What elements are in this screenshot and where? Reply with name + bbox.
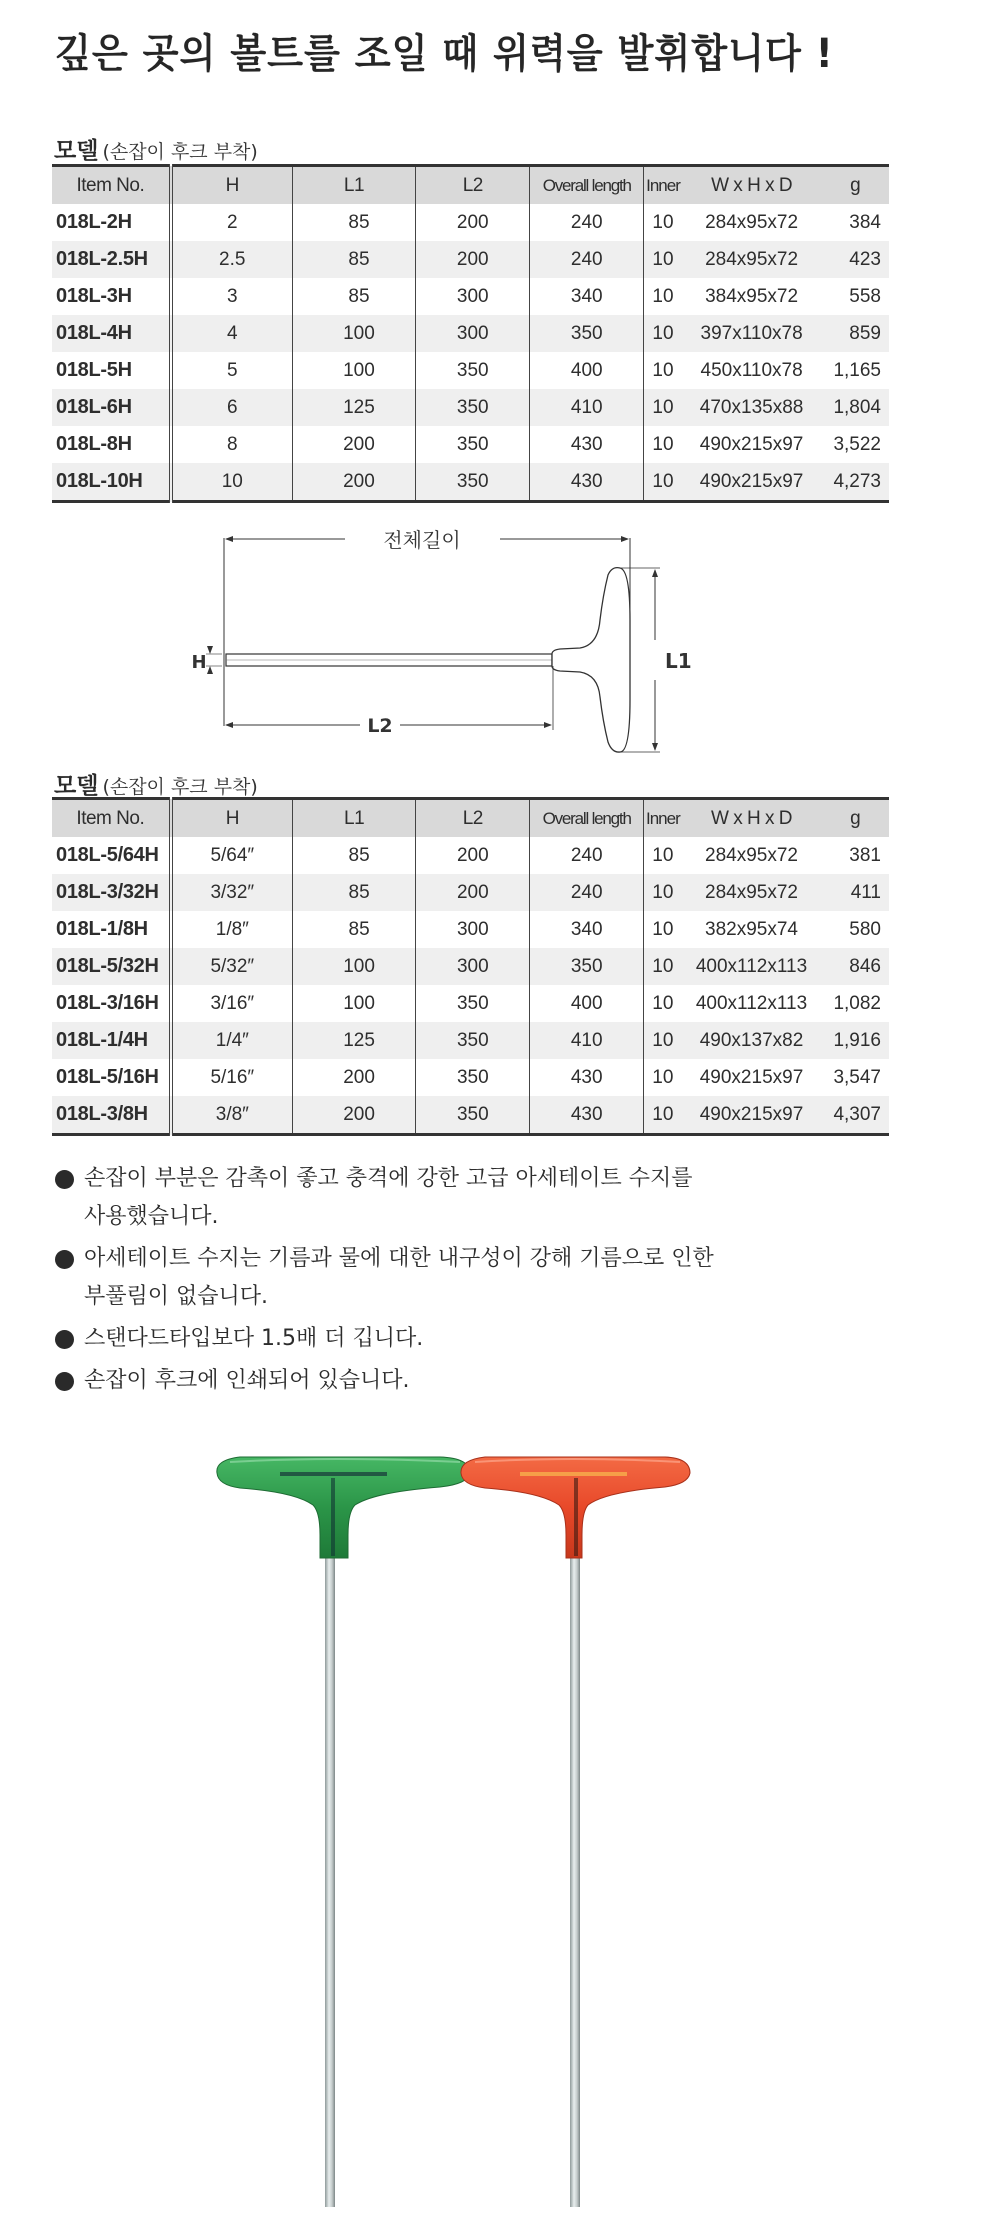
overall-length-cell: 240 [530, 241, 644, 278]
l1-cell: 85 [292, 837, 415, 874]
overall-length-cell: 350 [530, 315, 644, 352]
wxhxd-cell: 397x110x78 [682, 315, 821, 352]
weight-cell: 1,916 [821, 1022, 889, 1059]
wxhxd-cell: 400x112x113 [682, 948, 821, 985]
weight-cell: 411 [821, 874, 889, 911]
wxhxd-cell: 384x95x72 [705, 285, 799, 307]
table-row [52, 948, 889, 985]
weight-cell: 846 [821, 948, 889, 985]
wxhxd-cell: 490x215x97 [699, 433, 804, 455]
weight-cell: 1,165 [833, 359, 881, 381]
weight-cell: 4,273 [821, 463, 889, 502]
wxhxd-cell: 284x95x72 [682, 874, 821, 911]
inner-cell: 10 [652, 359, 674, 381]
item-no-cell: 018L-2H [52, 204, 171, 241]
weight-cell: 423 [821, 241, 889, 278]
h-cell: 5/32″ [171, 948, 293, 985]
weight-cell: 558 [849, 285, 881, 307]
inner-cell: 10 [652, 285, 674, 307]
h-cell: 6 [171, 389, 293, 426]
h-cell: 5 [171, 352, 293, 389]
col-wxhxd: W x H x D [682, 166, 821, 205]
table-row [52, 278, 889, 315]
table-row [52, 874, 889, 911]
col-wxhxd: W x H x D [682, 799, 821, 838]
l2-label: L2 [367, 715, 393, 737]
table-row [52, 985, 889, 1022]
col-l1: L1 [292, 799, 415, 838]
wxhxd-cell: 284x95x72 [705, 211, 799, 233]
wxhxd-cell: 284x95x72 [705, 844, 798, 866]
overall-length-cell: 240 [530, 874, 644, 911]
item-no-cell: 018L-5/16H [52, 1059, 171, 1096]
table-header-row [52, 799, 889, 838]
bullet-icon [55, 1170, 74, 1189]
item-no-cell: 018L-1/8H [52, 911, 171, 948]
weight-cell: 3,547 [833, 1066, 881, 1088]
feature-text-line1: 스탠다드타입보다 1.5배 더 깁니다. [84, 1326, 424, 1351]
weight-cell: 4,307 [821, 1096, 889, 1135]
title-model: 모델 [54, 138, 99, 164]
item-no-cell: 018L-3/8H [52, 1096, 171, 1135]
l2-cell: 300 [416, 278, 530, 315]
weight-cell: 580 [849, 918, 881, 940]
l1-cell: 85 [292, 241, 415, 278]
l2-cell: 200 [416, 204, 530, 241]
col-l2: L2 [416, 166, 530, 205]
weight-cell: 1,804 [821, 389, 889, 426]
h-cell: 3/16″ [171, 985, 293, 1022]
item-no-cell: 018L-10H [52, 463, 171, 502]
l1-cell: 100 [292, 948, 415, 985]
wxhxd-cell: 382x95x74 [705, 918, 798, 940]
inner-cell: 10 [643, 1096, 681, 1135]
wxhxd-cell: 490x215x97 [682, 463, 821, 502]
col-weight: g [821, 799, 889, 838]
overall-length-cell: 430 [530, 1059, 644, 1096]
weight-cell: 3,522 [833, 433, 881, 455]
weight-cell: 859 [821, 315, 889, 352]
inner-cell: 10 [643, 874, 681, 911]
l2-cell: 350 [416, 1022, 530, 1059]
l2-cell: 300 [416, 315, 530, 352]
inner-cell: 10 [652, 1066, 674, 1088]
table-row [52, 352, 889, 389]
metric-spec-table [52, 164, 889, 503]
green-t-wrench [217, 1457, 470, 2207]
col-item-no: Item No. [52, 166, 171, 205]
col-l2: L2 [416, 799, 530, 838]
l2-cell: 350 [416, 352, 530, 389]
h-cell: 3/8″ [171, 1096, 293, 1135]
feature-item [52, 1320, 902, 1358]
table-row [52, 315, 889, 352]
red-t-wrench [461, 1457, 690, 2207]
bullet-icon [55, 1330, 74, 1349]
inner-cell: 10 [652, 844, 674, 866]
title-subtitle: (손잡이 후크 부착) [102, 141, 258, 163]
h-cell: 5/16″ [171, 1059, 293, 1096]
col-overall-length: Overall length [530, 166, 644, 205]
title-subtitle: (손잡이 후크 부착) [102, 776, 258, 798]
l2-cell: 350 [416, 389, 530, 426]
col-h: H [171, 166, 293, 205]
l2-cell: 350 [416, 1059, 530, 1096]
inner-cell: 10 [652, 211, 674, 233]
item-no-cell: 018L-5H [52, 352, 171, 389]
h-cell: 1/4″ [171, 1022, 293, 1059]
overall-length-label: 전체길이 [383, 528, 461, 552]
wxhxd-cell: 490x215x97 [699, 1066, 804, 1088]
feature-item [52, 1240, 902, 1316]
overall-length-cell: 350 [530, 948, 644, 985]
overall-length-cell: 340 [530, 278, 644, 315]
inner-cell: 10 [652, 433, 674, 455]
table-row [52, 204, 889, 241]
feature-item [52, 1160, 902, 1236]
l1-cell: 85 [292, 204, 415, 241]
l2-cell: 200 [416, 241, 530, 278]
h-cell: 8 [171, 426, 293, 463]
l1-cell: 85 [292, 911, 415, 948]
inner-cell: 10 [652, 992, 674, 1014]
inch-spec-table [52, 797, 889, 1136]
weight-cell: 1,082 [833, 992, 881, 1014]
l2-cell: 350 [416, 985, 530, 1022]
item-no-cell: 018L-5/32H [52, 948, 171, 985]
inner-cell: 10 [652, 918, 674, 940]
overall-length-cell: 400 [530, 352, 644, 389]
l1-label: L1 [665, 649, 692, 673]
col-inner: Inner [644, 166, 682, 205]
h-cell: 4 [171, 315, 293, 352]
l1-cell: 200 [292, 1059, 415, 1096]
item-no-cell: 018L-3/32H [52, 874, 171, 911]
t-wrench-photo [200, 1440, 780, 2220]
l1-cell: 85 [292, 278, 415, 315]
col-item-no: Item No. [52, 799, 171, 838]
table-row [52, 241, 889, 278]
h-cell: 3/32″ [171, 874, 293, 911]
l2-cell: 350 [416, 1096, 530, 1135]
inner-cell: 10 [643, 948, 681, 985]
l1-cell: 125 [292, 389, 415, 426]
table-row [52, 911, 889, 948]
wxhxd-cell: 470x135x88 [682, 389, 821, 426]
overall-length-cell: 430 [530, 1096, 644, 1135]
col-weight: g [821, 166, 889, 205]
l1-cell: 100 [292, 985, 415, 1022]
item-no-cell: 018L-6H [52, 389, 171, 426]
feature-item [52, 1362, 902, 1400]
l1-cell: 200 [292, 463, 415, 502]
item-no-cell: 018L-8H [52, 426, 171, 463]
col-overall-length: Overall length [530, 799, 644, 838]
table-row [52, 426, 889, 463]
item-no-cell: 018L-4H [52, 315, 171, 352]
feature-text-line1: 아세테이트 수지는 기름과 물에 대한 내구성이 강해 기름으로 인한 [84, 1246, 714, 1271]
l2-cell: 350 [416, 426, 530, 463]
feature-text-line1: 손잡이 후크에 인쇄되어 있습니다. [84, 1368, 410, 1393]
bullet-icon [55, 1250, 74, 1269]
inch-table-title [54, 767, 258, 800]
overall-length-cell: 430 [530, 463, 644, 502]
l1-cell: 85 [292, 874, 415, 911]
overall-length-cell: 340 [530, 911, 644, 948]
metric-table-title [54, 132, 258, 165]
weight-cell: 381 [849, 844, 881, 866]
l1-cell: 125 [292, 1022, 415, 1059]
l2-cell: 200 [416, 837, 530, 874]
h-label: H [191, 652, 207, 673]
inner-cell: 10 [644, 463, 682, 502]
inner-cell: 10 [643, 1022, 681, 1059]
t-wrench-drawing [150, 525, 790, 770]
overall-length-cell: 430 [530, 426, 644, 463]
overall-length-cell: 240 [530, 837, 644, 874]
wxhxd-cell: 490x215x97 [682, 1096, 821, 1135]
wxhxd-cell: 450x110x78 [700, 359, 803, 381]
page-headline: 깊은 곳의 볼트를 조일 때 위력을 발휘합니다 ! [55, 31, 834, 77]
table-row [52, 837, 889, 874]
inner-cell: 10 [644, 241, 682, 278]
item-no-cell: 018L-1/4H [52, 1022, 171, 1059]
item-no-cell: 018L-5/64H [52, 837, 171, 874]
table-header-row [52, 166, 889, 205]
h-cell: 2 [171, 204, 293, 241]
l2-cell: 300 [416, 948, 530, 985]
table-row [52, 389, 889, 426]
overall-length-cell: 400 [530, 985, 644, 1022]
overall-length-cell: 410 [530, 1022, 644, 1059]
inner-cell: 10 [644, 315, 682, 352]
wxhxd-cell: 490x137x82 [682, 1022, 821, 1059]
col-l1: L1 [292, 166, 415, 205]
h-cell: 10 [171, 463, 293, 502]
item-no-cell: 018L-3/16H [52, 985, 171, 1022]
bullet-icon [55, 1372, 74, 1391]
dimension-diagram [150, 525, 790, 770]
l2-cell: 300 [416, 911, 530, 948]
product-photo [200, 1440, 780, 2220]
l1-cell: 100 [292, 352, 415, 389]
h-cell: 3 [171, 278, 293, 315]
l1-cell: 200 [292, 1096, 415, 1135]
l2-cell: 350 [416, 463, 530, 502]
overall-length-cell: 240 [530, 204, 644, 241]
table-row [52, 463, 889, 502]
feature-text-line1: 손잡이 부분은 감촉이 좋고 충격에 강한 고급 아세테이트 수지를 [84, 1166, 693, 1191]
col-inner: Inner [643, 799, 681, 838]
overall-length-cell: 410 [530, 389, 644, 426]
feature-text-line2: 사용했습니다. [84, 1204, 219, 1229]
wxhxd-cell: 400x112x113 [695, 992, 808, 1014]
l1-cell: 200 [292, 426, 415, 463]
weight-cell: 384 [849, 211, 881, 233]
col-h: H [171, 799, 293, 838]
title-model: 모델 [54, 773, 99, 799]
item-no-cell: 018L-2.5H [52, 241, 171, 278]
table-row [52, 1022, 889, 1059]
inner-cell: 10 [644, 389, 682, 426]
l2-cell: 200 [416, 874, 530, 911]
feature-text-line2: 부풀림이 없습니다. [84, 1284, 269, 1309]
h-cell: 2.5 [171, 241, 293, 278]
wxhxd-cell: 284x95x72 [682, 241, 821, 278]
feature-list [52, 1160, 902, 1404]
table-row [52, 1059, 889, 1096]
h-cell: 5/64″ [171, 837, 293, 874]
h-cell: 1/8″ [171, 911, 293, 948]
l1-cell: 100 [292, 315, 415, 352]
item-no-cell: 018L-3H [52, 278, 171, 315]
table-row [52, 1096, 889, 1135]
